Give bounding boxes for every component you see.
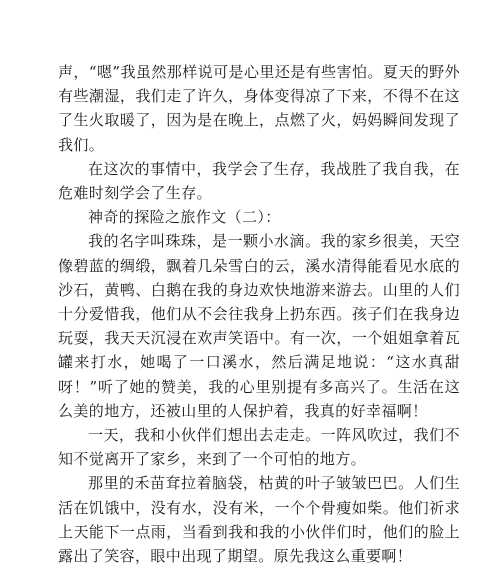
paragraph-lesson: 在这次的事情中，我学会了生存，我战胜了我自我，在危难时刻学会了生存。 <box>58 159 460 203</box>
document-body <box>58 60 460 565</box>
essay-subtitle: 神奇的探险之旅作文（二）： <box>88 208 281 227</box>
paragraph-introduction: 我的名字叫珠珠，是一颗小水滴。我的家乡很美，天空像碧蓝的绸缎，飘着几朵雪白的云，溪水清得能看见水底的沙石，黄鸭、白鹅在我的身边欢快地游来游去。山里的人们十分爱惜我，他们从不会往我身上扔东西。孩子们在我身边玩耍，我天天沉浸在欢声笑语中。有一次，一个姐姐拿着瓦罐来打水，她喝了一口溪水，然后满足地说：“这水真甜呀！”听了她的赞美，我的心里别提有多高兴了。生活在这么美的地方，还被山里的人保护着，我真的好幸福啊！ <box>58 232 460 420</box>
paragraph-journey: 一天，我和小伙伴们想出去走走。一阵风吹过，我们不知不觉离开了家乡，来到了一个可怕的地方。 <box>58 426 460 469</box>
paragraph-drought: 那里的禾苗耷拉着脑袋，枯黄的叶子皱皱巴巴。人们生活在饥饿中，没有水，没有米，一个个骨瘦如柴。他们祈求上天能下一点雨，当看到我和我的小伙伴们时，他们的脸上露出了笑容，眼中出现了期望。原先我这么重要啊！ <box>58 474 460 565</box>
paragraph-continued: 声，“嗯”我虽然那样说可是心里还是有些害怕。夏天的野外有些潮湿，我们走了许久，身体变得凉了下来，不得不在这了生火取暖了，因为是在晚上，点燃了火，妈妈瞬间发现了我们。 <box>58 63 460 154</box>
